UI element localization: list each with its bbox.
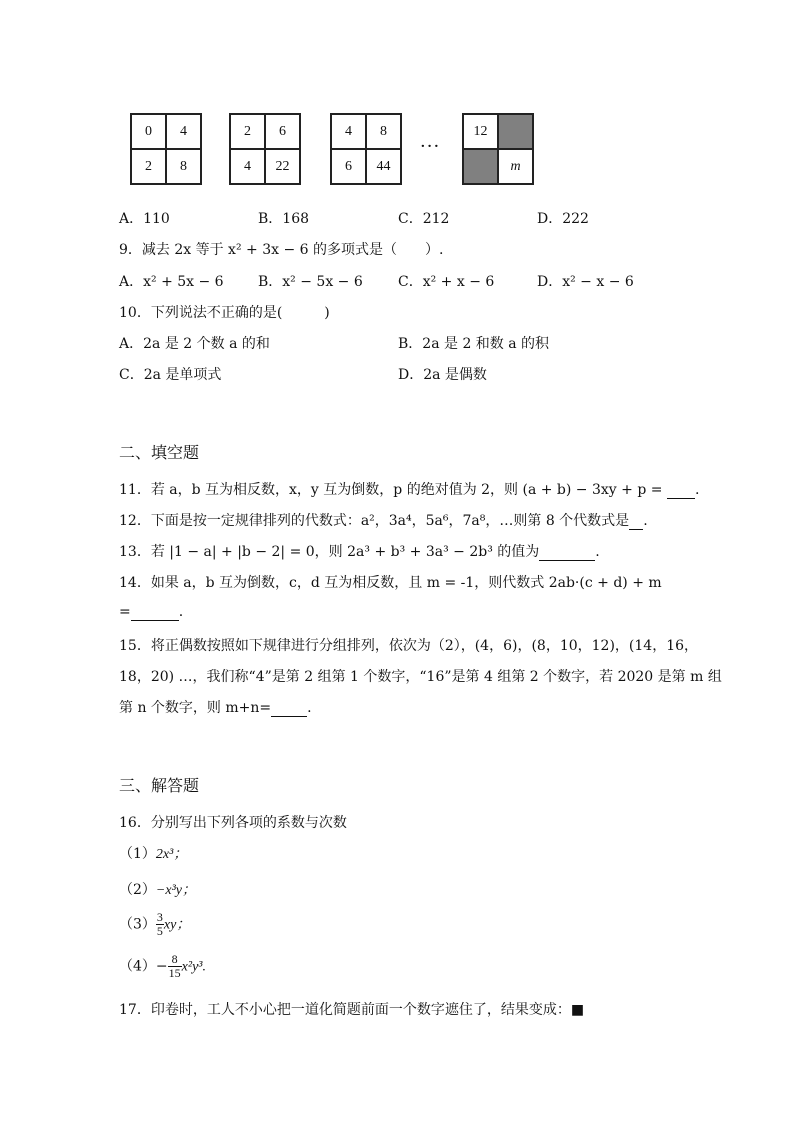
grid-cell-shaded bbox=[463, 149, 498, 184]
grid-cell: 2 bbox=[131, 149, 166, 184]
q9-option-d: D．x² − x − 6 bbox=[537, 274, 634, 290]
q11-text: 11．若 a，b 互为相反数，x，y 互为倒数，p 的绝对值为 2，则 (a + b) − 3xy + p = bbox=[119, 482, 667, 498]
q9-option-b: B．x² − 5x − 6 bbox=[258, 274, 363, 290]
grid-cell-shaded bbox=[498, 114, 533, 149]
item-label: （1） bbox=[119, 846, 156, 862]
number-grid-2 bbox=[229, 113, 301, 185]
answer-blank bbox=[271, 700, 307, 717]
grid-cell: 4 bbox=[166, 114, 201, 149]
item-expression: −x³y； bbox=[155, 883, 196, 898]
q17-stem: 17．印卷时，工人不小心把一道化简题前面一个数字遮住了，结果变成：■ bbox=[119, 1002, 585, 1018]
grid-cell: 44 bbox=[366, 149, 401, 184]
q9-option-a: A．x² + 5x − 6 bbox=[119, 274, 224, 290]
q15-line1: 15．将正偶数按照如下规律进行分组排列，依次为（2），(4，6)，(8，10，12)，(14，16， bbox=[119, 638, 699, 654]
q10-option-c: C．2a 是单项式 bbox=[119, 367, 222, 383]
grid-cell: 4 bbox=[230, 149, 265, 184]
grid-cell: 22 bbox=[265, 149, 300, 184]
q14-equals: = bbox=[119, 604, 131, 620]
q16-item-1 bbox=[119, 843, 187, 863]
q12-end: . bbox=[643, 513, 648, 529]
grid-cell: m bbox=[498, 149, 533, 184]
q10-option-a: A．2a 是 2 个数 a 的和 bbox=[119, 336, 270, 352]
grid-cell: 0 bbox=[131, 114, 166, 149]
q15-text: 第 n 个数字，则 m+n= bbox=[119, 700, 272, 716]
item-label: （4） bbox=[119, 958, 156, 975]
grid-cell: 12 bbox=[463, 114, 498, 149]
q12 bbox=[119, 510, 648, 530]
item-label: （3） bbox=[119, 916, 156, 933]
q8-option-c: C．212 bbox=[398, 211, 450, 227]
answer-blank bbox=[667, 482, 695, 499]
answer-blank bbox=[539, 544, 595, 561]
q10-stem: 10．下列说法不正确的是( ) bbox=[119, 305, 330, 321]
grid-cell: 8 bbox=[366, 114, 401, 149]
grid-cell: 4 bbox=[331, 114, 366, 149]
grid-cell: 6 bbox=[331, 149, 366, 184]
q8-option-b: B．168 bbox=[258, 211, 310, 227]
q14-line1: 14．如果 a，b 互为倒数，c，d 互为相反数，且 m = -1，则代数式 2ab·(c + d) + m bbox=[119, 575, 662, 591]
item-label: （2） bbox=[119, 882, 156, 898]
grid-cell: 2 bbox=[230, 114, 265, 149]
number-grid-1 bbox=[130, 113, 202, 185]
q16-stem: 16．分别写出下列各项的系数与次数 bbox=[119, 815, 347, 831]
fraction-numerator: 8 bbox=[168, 953, 182, 967]
q15-line3 bbox=[119, 697, 312, 717]
item-sign: − bbox=[155, 958, 168, 975]
item-expression: 2x³； bbox=[155, 847, 188, 862]
answer-blank bbox=[131, 604, 179, 621]
item-expression: xy； bbox=[163, 917, 191, 933]
grid-cell: 6 bbox=[265, 114, 300, 149]
q16-item-4 bbox=[119, 953, 206, 980]
q9-stem: 9．减去 2x 等于 x² + 3x − 6 的多项式是（ ）. bbox=[119, 242, 444, 258]
q14-line2 bbox=[119, 604, 183, 621]
section-heading-fill-in: 二、填空题 bbox=[119, 443, 200, 462]
q11 bbox=[119, 479, 699, 499]
q16-item-2 bbox=[119, 879, 196, 899]
item-expression: x²y³. bbox=[181, 959, 206, 975]
fraction-denominator: 5 bbox=[156, 924, 163, 938]
q16-item-3 bbox=[119, 911, 190, 938]
fraction-numerator: 3 bbox=[156, 910, 163, 924]
fraction bbox=[156, 911, 164, 938]
q14-end: . bbox=[178, 604, 184, 620]
q8-option-a: A．110 bbox=[119, 211, 170, 227]
number-grid-3 bbox=[330, 113, 402, 185]
q8-option-d: D．222 bbox=[537, 211, 589, 227]
q9-option-c: C．x² + x − 6 bbox=[398, 274, 495, 290]
q10-option-d: D．2a 是偶数 bbox=[398, 367, 487, 383]
fraction bbox=[168, 953, 182, 980]
q11-end: . bbox=[694, 482, 700, 498]
number-grid-4 bbox=[462, 113, 534, 185]
ellipsis: ··· bbox=[420, 136, 441, 157]
answer-blank bbox=[629, 513, 643, 530]
q10-option-b: B．2a 是 2 和数 a 的积 bbox=[398, 336, 550, 352]
q13-text: 13．若 |1 − a| + |b − 2| = 0，则 2a³ + b³ + 3a³ − 2b³ 的值为 bbox=[119, 544, 540, 560]
q13-end: . bbox=[595, 544, 600, 560]
grid-cell: 8 bbox=[166, 149, 201, 184]
q12-text: 12．下面是按一定规律排列的代数式：a²，3a⁴，5a⁶，7a⁸，…则第 8 个代数式是 bbox=[119, 513, 630, 529]
fraction-denominator: 15 bbox=[168, 966, 181, 980]
q15-end: . bbox=[307, 700, 312, 716]
section-heading-solve: 三、解答题 bbox=[119, 776, 200, 795]
q13 bbox=[119, 541, 600, 561]
q15-line2: 18，20) …，我们称“4”是第 2 组第 1 个数字，“16”是第 4 组第 2 个数字，若 2020 是第 m 组 bbox=[119, 669, 722, 685]
